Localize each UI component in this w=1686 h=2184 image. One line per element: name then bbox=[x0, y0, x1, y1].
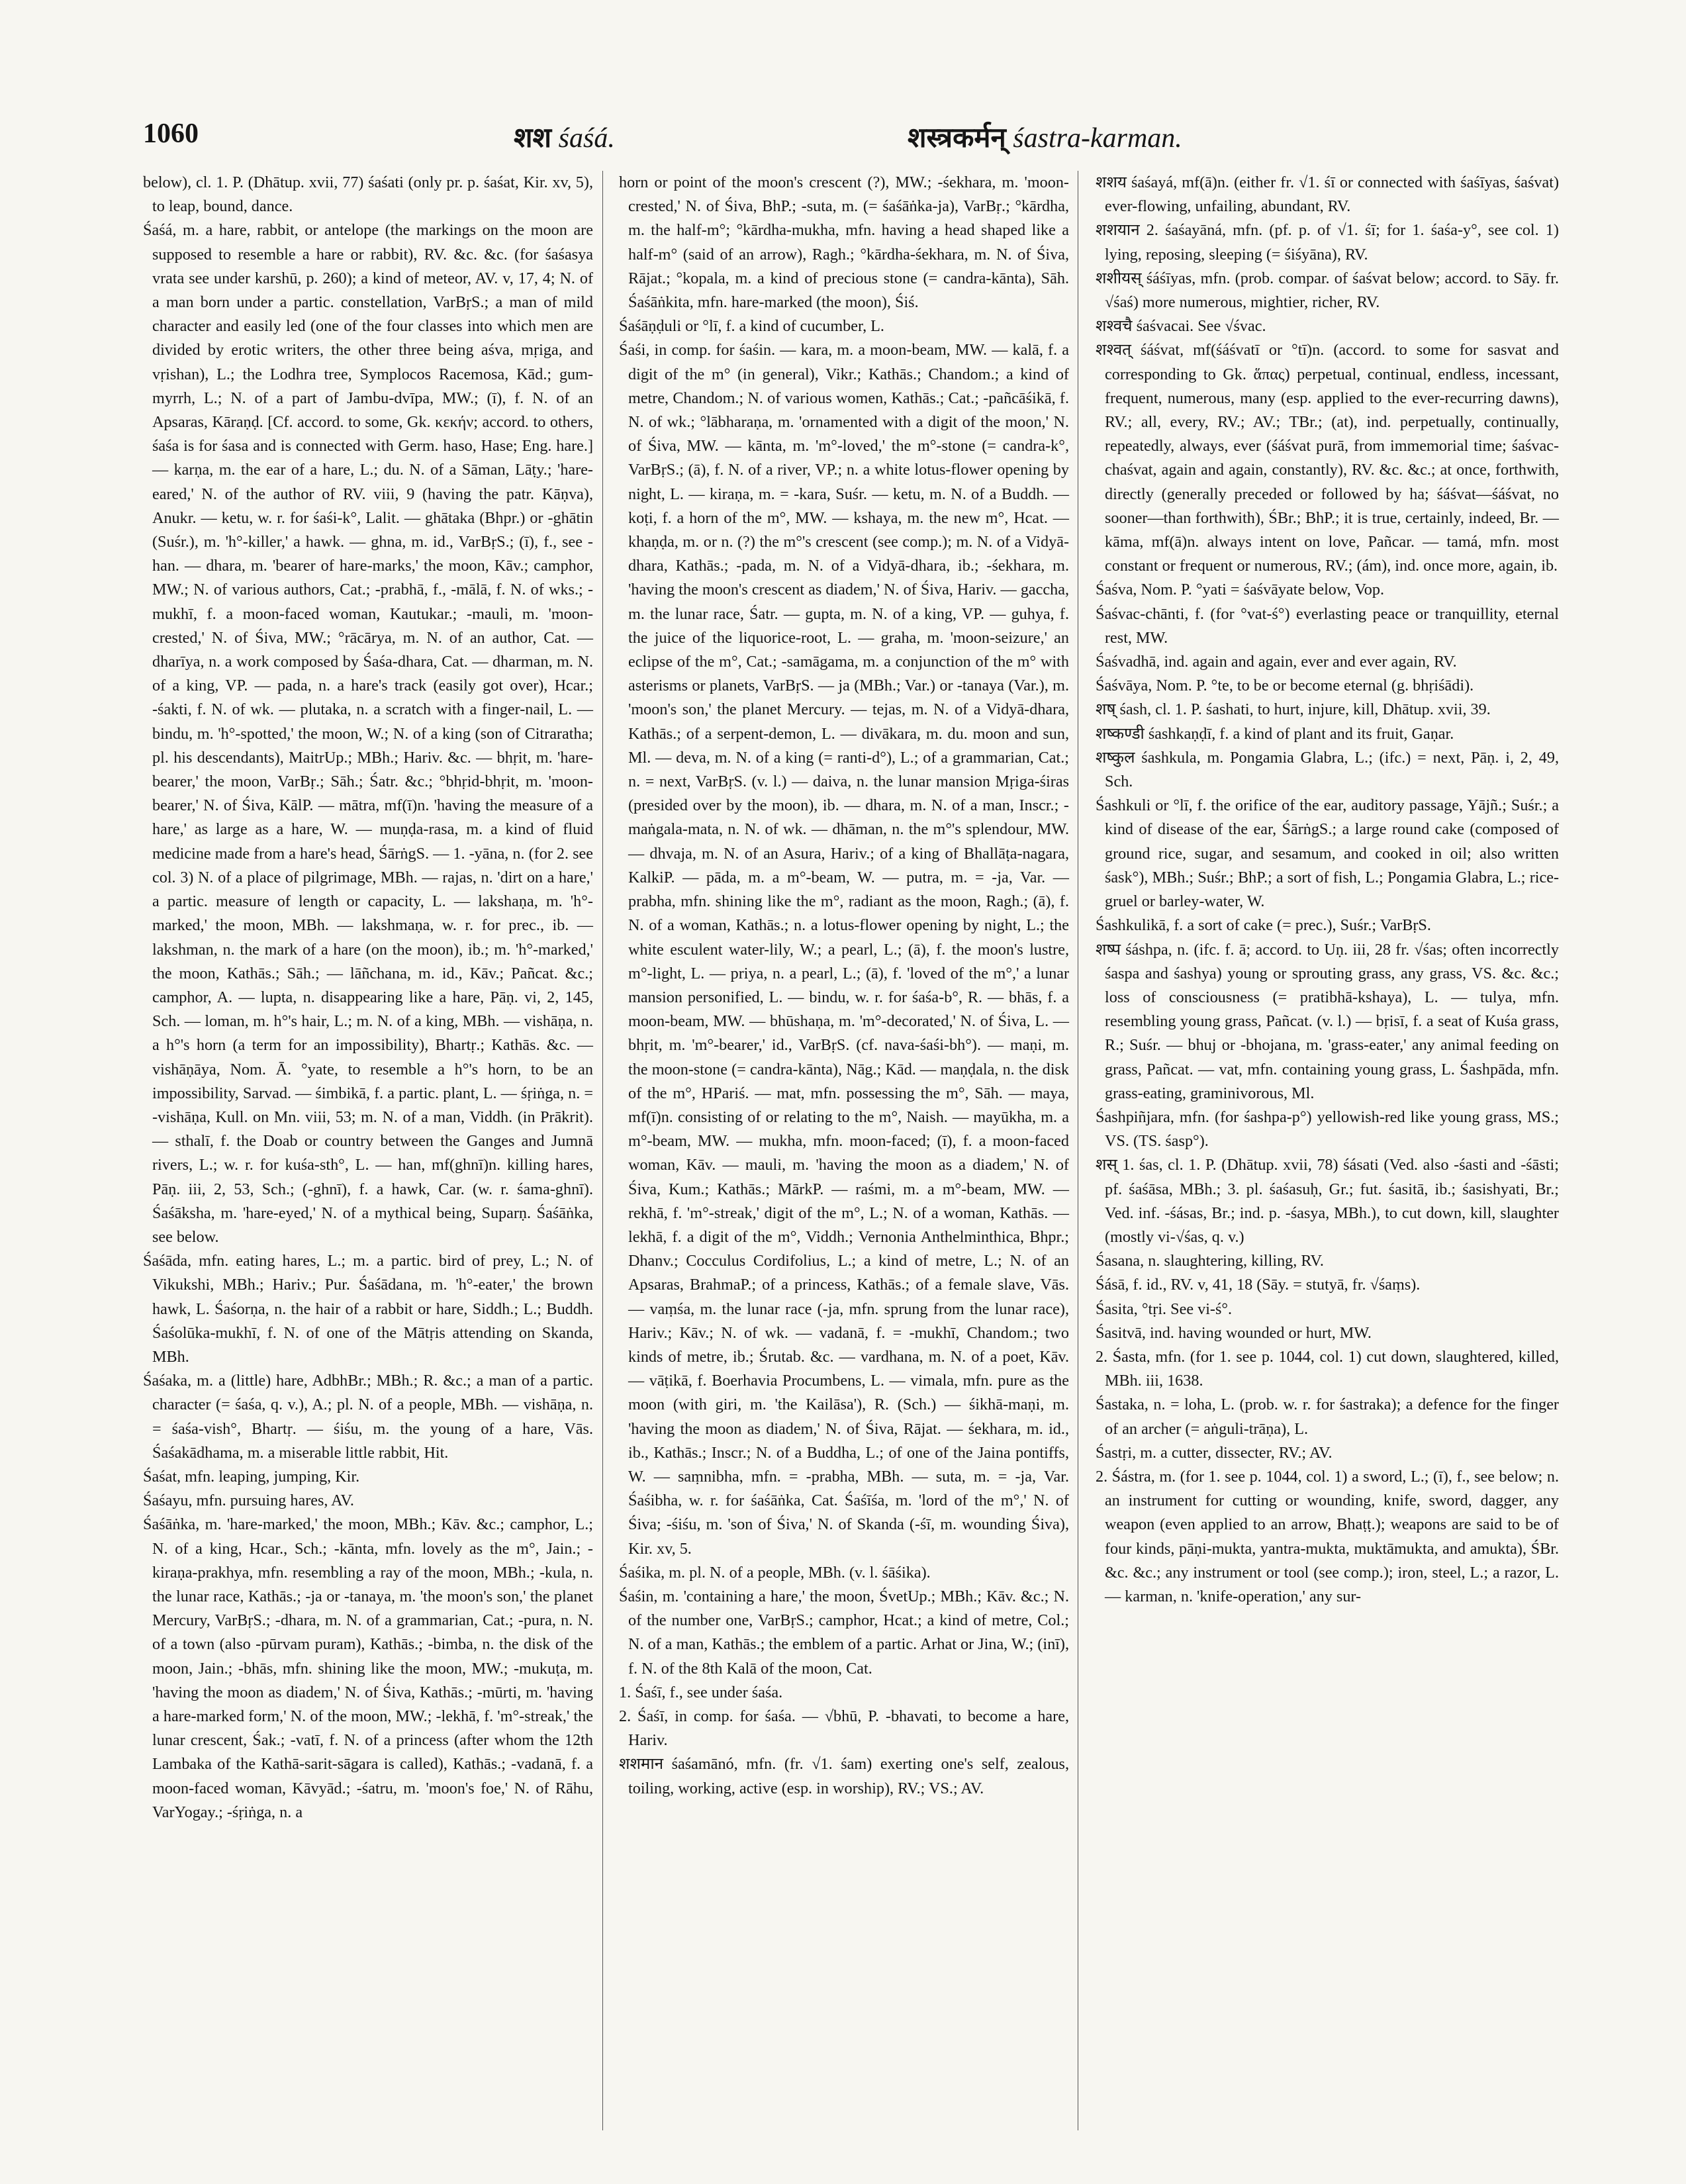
dictionary-entry: Śaśat, mfn. leaping, jumping, Kir. bbox=[143, 1467, 360, 1486]
dictionary-entry: Śasita, °tṛi. See vi-ś°. bbox=[1096, 1300, 1233, 1318]
dictionary-entry: शष्कण्डी śashkaṇḍī, f. a kind of plant and its fruit, Gaṇar. bbox=[1096, 724, 1454, 743]
dictionary-entry: शशय śaśayá, mf(ā)n. (either fr. √1. śī or connected with śaśīyas, śaśvat) ever-flowing, unfailing, abundant, RV. bbox=[1096, 173, 1559, 216]
dictionary-entry: Śaśika, m. pl. N. of a people, MBh. (v. l. śāśika). bbox=[619, 1563, 931, 1582]
column-3 bbox=[1096, 171, 1559, 1609]
dictionary-entry: Śaśvac-chānti, f. (for °vat-ś°) everlasting peace or tranquillity, eternal rest, MW. bbox=[1096, 604, 1559, 647]
page-number: 1060 bbox=[143, 119, 199, 149]
dictionary-entry: below), cl. 1. P. (Dhātup. xvii, 77) śaśati (only pr. p. śaśat, Kir. xv, 5), to leap, bound, dance. bbox=[143, 173, 593, 216]
dictionary-entry: शश्वचै śaśvacai. See √śvac. bbox=[1096, 317, 1266, 336]
dictionary-entry: horn or point of the moon's crescent (?), MW.; -śekhara, m. 'moon-crested,' N. of Śiva, BhP.; -suta, m. (= śaśāṅka-ja), VarBṛ.; °kārdha, m. the half-m°; °kārdha-mukha, mfn. having a head shaped like a half-m° (said of an arrow), Ragh.; °kārdha-śekhara, m. N. of Śiva, Rājat.; °kopala, m. a kind of precious stone (= candra-kānta), Sāh. Śaśāṅkita, mfn. hare-marked (the moon), Śiś. bbox=[619, 173, 1069, 312]
right-guide-word bbox=[908, 118, 1182, 156]
dictionary-entry: Śaśin, m. 'containing a hare,' the moon, ŚvetUp.; MBh.; Kāv. &c.; N. of the number one, VarBṛS.; camphor, Hcat.; a kind of metre, Col.; N. of a man, Kathās.; the emblem of a partic. Arhat or Jina, W.; (inī), f. N. of the 8th Kalā of the moon, Cat. bbox=[619, 1587, 1069, 1678]
dictionary-entry: 2. Śaśī, in comp. for śaśa. — √bhū, P. -bhavati, to become a hare, Hariv. bbox=[619, 1707, 1069, 1750]
column-1 bbox=[143, 171, 593, 1825]
left-guide-devanagari: शश bbox=[514, 121, 552, 154]
column-divider bbox=[602, 171, 603, 2130]
dictionary-entry: Śasitvā, ind. having wounded or hurt, MW. bbox=[1096, 1323, 1372, 1342]
dictionary-entry: Śaśaka, m. a (little) hare, AdbhBr.; MBh.; R. &c.; a man of a partic. character (= śaśa, q. v.), A.; pl. N. of a people, MBh. — vishāṇa, n. = śaśa-vish°, Bhartṛ. — śiśu, m. the young of a hare, Vās. Śaśakādhama, m. a miserable little rabbit, Hit. bbox=[143, 1372, 593, 1462]
right-guide-roman: śastra-karman. bbox=[1013, 123, 1182, 154]
dictionary-entry: 1. Śaśī, f., see under śaśa. bbox=[619, 1683, 783, 1701]
dictionary-entry: शष्प śáshpa, n. (ifc. f. ā; accord. to Uṇ. iii, 28 fr. √śas; often incorrectly śaspa and śashya) young or sprouting grass, any grass, VS. &c. &c.; loss of consciousness (= pratibhā-kshaya), L. — tulya, mfn. resembling young grass, Pañcat. (v. l.) — bṛisī, f. a seat of Kuśa grass, R.; Suśr. — bhuj or -bhojana, m. 'grass-eater,' any animal feeding on grass, Pañcat. — vat, mfn. containing young grass, L. Śashpāda, mfn. grass-eating, graminivorous, Ml. bbox=[1096, 940, 1559, 1102]
dictionary-entry: शस् 1. śas, cl. 1. P. (Dhātup. xvii, 78) śásati (Ved. also -śasti and -śāsti; pf. śaśāsa, MBh.; 3. pl. śaśasuḥ, Gr.; fut. śasitā, ib.; śasishyati, Br.; Ved. inf. -śásas, Br.; ind. p. -śasya, MBh.), to cut down, kill, slaughter (mostly vi-√śas, q. v.) bbox=[1096, 1156, 1559, 1246]
dictionary-entry: शशयान 2. śaśayāná, mfn. (pf. p. of √1. śī; for 1. śaśa-y°, see col. 1) lying, reposing, sleeping (= śiśyāna), RV. bbox=[1096, 221, 1559, 263]
dictionary-entry: Śaśvadhā, ind. again and again, ever and ever again, RV. bbox=[1096, 653, 1457, 671]
left-guide-roman: śaśá. bbox=[558, 123, 615, 154]
dictionary-entry: शशमान śaśamānó, mfn. (fr. √1. śam) exerting one's self, zealous, toiling, working, active (esp. in worship), RV.; VS.; AV. bbox=[619, 1755, 1069, 1797]
dictionary-entry: Śashkuli or °lī, f. the orifice of the ear, auditory passage, Yājñ.; Suśr.; a kind of disease of the ear, ŚārṅgS.; a large round cake (composed of ground rice, sugar, and sesamum, and cooked in oil; also written śask°), MBh.; Suśr.; BhP.; a sort of fish, L.; Pongamia Glabra, L.; rice-gruel or barley-water, W. bbox=[1096, 796, 1559, 911]
dictionary-entry: शशीयस् śáśīyas, mfn. (prob. compar. of śaśvat below; accord. to Sāy. fr. √śaś) more numerous, mightier, richer, RV. bbox=[1096, 269, 1559, 312]
dictionary-entry: Śaśāṅka, m. 'hare-marked,' the moon, MBh.; Kāv. &c.; camphor, L.; N. of a king, Hcar., Sch.; -kānta, mfn. lovely as the m°, Jain.; -kiraṇa-prakhya, mfn. resembling a ray of the moon, MBh.; -kula, n. the lunar race, Kathās.; -ja or -tanaya, m. 'the moon's son,' the planet Mercury, VarBṛS.; -dhara, m. N. of a grammarian, Cat.; -pura, n. N. of a town (also -pūrvam puram), Kathās.; -bimba, n. the disk of the moon, Jain.; -bhās, mfn. shining like the moon, MW.; -mukuṭa, m. 'having the moon as diadem,' N. of Śiva, Kathās.; -mūrti, m. 'having a hare-marked form,' N. of the moon, MW.; -lekhā, f. 'm°-streak,' the lunar crescent, Śak.; -vatī, f. N. of a princess (after whom the 12th Lambaka of the Kathā-sarit-sāgara is called), Kathās.; -vadanā, f. a moon-faced woman, Kāvyād.; -śatru, m. 'moon's foe,' N. of Rāhu, VarYogay.; -śṛiṅga, n. a bbox=[143, 1515, 593, 1821]
page-header bbox=[143, 118, 1613, 164]
dictionary-entry: शष् śash, cl. 1. P. śashati, to hurt, injure, kill, Dhātup. xvii, 39. bbox=[1096, 700, 1491, 719]
left-guide-word bbox=[514, 118, 615, 156]
dictionary-entry: Śaśāṇḍuli or °lī, f. a kind of cucumber, L. bbox=[619, 317, 884, 336]
dictionary-entry: 2. Śasta, mfn. (for 1. see p. 1044, col. 1) cut down, slaughtered, killed, MBh. iii, 1638. bbox=[1096, 1347, 1559, 1390]
dictionary-entry: Śásā, f. id., RV. v, 41, 18 (Sāy. = stutyā, fr. √śaṃs). bbox=[1096, 1276, 1421, 1294]
dictionary-entry: Śaśá, m. a hare, rabbit, or antelope (the markings on the moon are supposed to resemble a hare or rabbit), RV. &c. &c. (for śaśasya vrata see under karshū, p. 260); a kind of meteor, AV. v, 17, 4; N. of a man born under a partic. constellation, VarBṛS.; a man of mild character and easily led (one of the four classes into which men are divided by erotic writers, the other three being aśva, mṛiga, and vṛishan), L.; the Lodhra tree, Symplocos Racemosa, Kād.; gum-myrrh, L.; N. of a part of Jambu-dvīpa, MW.; (ī), f. N. of an Apsaras, Kāraṇḍ. [Cf. accord. to some, Gk. κεκήν; accord. to others, śaśa is for śasa and is connected with Germ. haso, Hase; Eng. hare.] — karṇa, m. the ear of a hare, L.; du. N. of a Sāman, Lāṭy.; 'hare-eared,' N. of the author of RV. viii, 9 (having the patr. Kāṇva), Anukr. — ketu, w. r. for śaśi-k°, Lalit. — ghātaka (Bhpr.) or -ghātin (Suśr.), m. 'h°-killer,' a hawk. — ghna, m. id., VarBṛS.; (ī), f., see -han. — dhara, m. 'bearer of hare-marks,' the moon, Kāv.; camphor, MW.; N. of various authors, Cat.; -prabhā, f., -mālā, f. N. of wks.; -mukhī, f. a moon-faced woman, Kautukar.; -mauli, m. 'moon-crested,' N. of Śiva, MW.; °rācārya, m. N. of an author, Cat. — dharīya, n. a work composed by Śaśa-dhara, Cat. — dharman, m. N. of a king, VP. — pada, n. a hare's track (easily got over), Hcar.; -śakti, f. N. of wk. — plutaka, n. a scratch with a finger-nail, L. — bindu, m. 'h°-spotted,' the moon, W.; N. of a king (son of Citraratha; pl. his descendants), MaitrUp.; MBh.; Hariv. &c. — bhṛit, m. 'hare-bearer,' the moon, VarBṛ.; Sāh.; Śatr. &c.; °bhṛid-bhṛit, m. 'moon-bearer,' N. of Śiva, KālP. — mātra, mf(ī)n. 'having the measure of a hare,' as large as a hare, W. — muṇḍa-rasa, m. a kind of fluid medicine made from a hare's head, ŚārṅgS. — 1. -yāna, n. (for 2. see col. 3) N. of a place of pilgrimage, MBh. — rajas, n. 'dirt on a hare,' a partic. measure of length or capacity, L. — lakshaṇa, m. 'h°-marked,' the moon, MBh. — lakshmaṇa, w. r. for prec., ib. — lakshman, n. the mark of a hare (on the moon), ib.; m. 'h°-marked,' the moon, Kathās.; Sāh.; — lāñchana, m. id., Kāv.; Pañcat. &c.; camphor, A. — lupta, n. disappearing like a hare, Pāṇ. vi, 2, 145, Sch. — loman, m. h°'s hair, L.; m. N. of a king, MBh. — vishāṇa, n. a h°'s horn (a term for an impossibility), Bhartṛ.; Kathās. &c. — vishāṇāya, Nom. Ā. °yate, to resemble a h°'s horn, to be an impossibility, Sarvad. — śimbikā, f. a partic. plant, L. — śṛiṅga, n. = -vishāṇa, Kull. on Mn. viii, 53; m. N. of a man, Viddh. (in Prākrit). — sthalī, f. the Doab or country between the Ganges and Jumnā rivers, L.; w. r. for kuśa-sth°, L. — han, mf(ghnī)n. killing hares, Pāṇ. iii, 2, 53, Sch.; (-ghnī), f. a hawk, Car. (w. r. śama-ghnī). Śaśāksha, m. 'hare-eyed,' N. of a mythical being, Suparṇ. Śaśāṅka, see below. bbox=[143, 221, 593, 1246]
dictionary-entry: शश्वत् śáśvat, mf(śáśvatī or °tī)n. (accord. to some for sasvat and corresponding to Gk. ἅπας) perpetual, continual, endless, incessant, frequent, numerous, many (esp. applied to the ever-recurring dawns), RV.; all, every, RV.; AV.; TBr.; (at), ind. perpetually, continually, repeatedly, always, ever (śáśvat purā, from immemorial time; śaśvac-chaśvat, again and again, constantly), RV. &c. &c.; at once, forthwith, directly (generally preceded or followed by ha; śáśvat—śáśvat, no sooner—than forthwith), ŚBr.; BhP.; it is true, certainly, indeed, Br. — kāma, mf(ā)n. always intent on love, Pañcar. — tamá, mfn. most constant or frequent or numerous, RV.; (ám), ind. once more, again, ib. bbox=[1096, 341, 1559, 575]
right-guide-devanagari: शस्त्रकर्मन् bbox=[908, 121, 1006, 154]
dictionary-entry: Śasana, n. slaughtering, killing, RV. bbox=[1096, 1252, 1324, 1270]
dictionary-entry: Śaśvāya, Nom. P. °te, to be or become eternal (g. bhṛiśādi). bbox=[1096, 677, 1474, 695]
dictionary-entry: Śastaka, n. = loha, L. (prob. w. r. for śastraka); a defence for the finger of an archer (= aṅguli-trāṇa), L. bbox=[1096, 1396, 1559, 1438]
dictionary-entry: Śastṛi, m. a cutter, dissecter, RV.; AV. bbox=[1096, 1443, 1333, 1462]
dictionary-entry: Śaśi, in comp. for śaśin. — kara, m. a moon-beam, MW. — kalā, f. a digit of the m° (in general), Vikr.; Kathās.; Chandom.; a kind of metre, Chandom.; N. of various women, Kathās.; Cat.; -pañcāśikā, f. N. of wk.; °lābharaṇa, m. 'ornamented with a digit of the moon,' N. of Śiva, MW. — kānta, m. 'm°-loved,' the m°-stone (= candra-k°, VarBṛS.; (ā), f. N. of a river, VP.; n. a white lotus-flower opening by night, L. — kiraṇa, m. = -kara, Suśr. — ketu, m. N. of a Buddh. — koṭi, f. a horn of the m°, MW. — kshaya, m. the new m°, Hcat. — khaṇḍa, m. or n. (?) the m°'s crescent (see comp.); m. N. of a Vidyā-dhara, Kathās.; -pada, m. N. of a Vidyā-dhara, ib.; -śekhara, m. 'having the moon's crescent as diadem,' N. of Śiva, Hariv. — gaccha, m. the lunar race, Śatr. — gupta, m. N. of a king, VP. — guhya, f. the juice of the liquorice-root, L. — graha, m. 'moon-seizure,' an eclipse of the m°, Cat.; -samāgama, m. a conjunction of the m° with asterisms or planets, VarBṛS. — ja (MBh.; Var.) or -tanaya (Var.), m. 'moon's son,' the planet Mercury. — tejas, m. N. of a Vidyā-dhara, Kathās.; of a serpent-demon, L. — divākara, m. du. moon and sun, Ml. — deva, m. N. of a king (= ranti-d°), L.; of a grammarian, Cat.; n. = next, VarBṛS. (v. l.) — daiva, n. the lunar mansion Mṛiga-śiras (presided over by the moon), ib. — dhara, m. N. of a man, Inscr.; -maṅgala-mata, n. N. of wk. — dhāman, n. the m°'s splendour, MW. — dhvaja, m. N. of an Asura, Hariv.; of a king of Bhallāṭa-nagara, KalkiP. — pāda, m. a m°-beam, W. — putra, m. = -ja, Var. — prabha, mfn. shining like the m°, radiant as the moon, Ragh.; (ā), f. N. of a woman, Kathās.; n. a lotus-flower opening by night, L.; the white esculent water-lily, W.; a pearl, L.; (ā), f. the moon's lustre, m°-light, L. — priya, n. a pearl, L.; (ā), f. 'loved of the m°,' a lunar mansion personified, L. — bindu, w. r. for śaśa-b°, R. — bhās, f. a moon-beam, MW. — bhūshaṇa, m. 'm°-decorated,' N. of Śiva, L. — bhṛit, m. 'm°-bearer,' id., VarBṛS. (cf. nava-śaśi-bh°). — maṇi, m. the moon-stone (= candra-kānta), Nāg.; Kād. — maṇḍala, n. the disk of the m°, HPariś. — mat, mfn. possessing the m°, Sāh. — maya, mf(ī)n. consisting of or relating to the m°, Naish. — mayūkha, m. a m°-beam, MW. — mukha, mfn. moon-faced; (ī), f. a moon-faced woman, Kāv. — mauli, m. 'having the moon as a diadem,' N. of Śiva, Kum.; Kathās.; MārkP. — raśmi, m. a m°-beam, MW. — rekhā, f. 'm°-streak,' digit of the m°, L.; N. of a woman, Kathās. — lekhā, f. a digit of the m°, Viddh.; Vernonia Anthelminthica, Bhpr.; Dhanv.; Cocculus Cordifolius, L.; a kind of metre, L.; N. of an Apsaras, BrahmaP.; of a princess, Kathās.; of a female slave, Vās. — vaṃśa, m. the lunar race (-ja, mfn. sprung from the lunar race), Hariv.; Kāv.; N. of wk. — vadanā, f. = -mukhī, Chandom.; two kinds of metre, ib.; Śrutab. &c. — vardhana, m. N. of a poet, Kāv. — vāṭikā, f. Boerhavia Procumbens, L. — vimala, mfn. pure as the moon (with giri, m. 'the Kailāsa'), R. (Sch.) — śikhā-maṇi, m. 'having the moon as diadem,' N. of Śiva, Rājat. — śekhara, m. id., ib., Kathās.; Inscr.; N. of a Buddha, L.; of one of the Jaina pontiffs, W. — saṃnibha, mfn. = -prabha, MBh. — suta, m. = -ja, Var. Śaśibha, w. r. for śaśāṅka, Cat. Śaśīśa, m. 'lord of the m°,' N. of Śiva; -śiśu, m. 'son of Śiva,' N. of Skanda (-śī, m. wounding Śiva), Kir. xv, 5. bbox=[619, 341, 1069, 1558]
column-2 bbox=[619, 171, 1069, 1801]
dictionary-entry: Śashpiñjara, mfn. (for śashpa-p°) yellowish-red like young grass, MS.; VS. (TS. śasp°). bbox=[1096, 1108, 1559, 1151]
dictionary-entry: शष्कुल śashkula, m. Pongamia Glabra, L.; (ifc.) = next, Pāṇ. i, 2, 49, Sch. bbox=[1096, 748, 1559, 791]
dictionary-entry: Śaśāda, mfn. eating hares, L.; m. a partic. bird of prey, L.; N. of Vikukshi, MBh.; Hariv.; Pur. Śaśādana, m. 'h°-eater,' the brown hawk, L. Śaśorṇa, n. the hair of a rabbit or hare, Siddh.; L.; Buddh. Śaśolūka-mukhī, f. N. of one of the Mātṛis attending on Skanda, MBh. bbox=[143, 1252, 593, 1366]
dictionary-entry: Śaśva, Nom. P. °yati = śaśvāyate below, Vop. bbox=[1096, 581, 1385, 599]
dictionary-entry: Śashkulikā, f. a sort of cake (= prec.), Suśr.; VarBṛS. bbox=[1096, 916, 1431, 935]
dictionary-entry: 2. Śástra, m. (for 1. see p. 1044, col. 1) a sword, L.; (ī), f., see below; n. an instrument for cutting or wounding, knife, sword, dagger, any weapon (even applied to an arrow, Bhaṭṭ.); weapons are said to be of four kinds, pāṇi-mukta, yantra-mukta, muktāmukta, and amukta), ŚBr. &c. &c.; any instrument or tool (see comp.); iron, steel, L.; a razor, L. — karman, n. 'knife-operation,' any sur- bbox=[1096, 1467, 1559, 1605]
dictionary-entry: Śaśayu, mfn. pursuing hares, AV. bbox=[143, 1492, 354, 1510]
